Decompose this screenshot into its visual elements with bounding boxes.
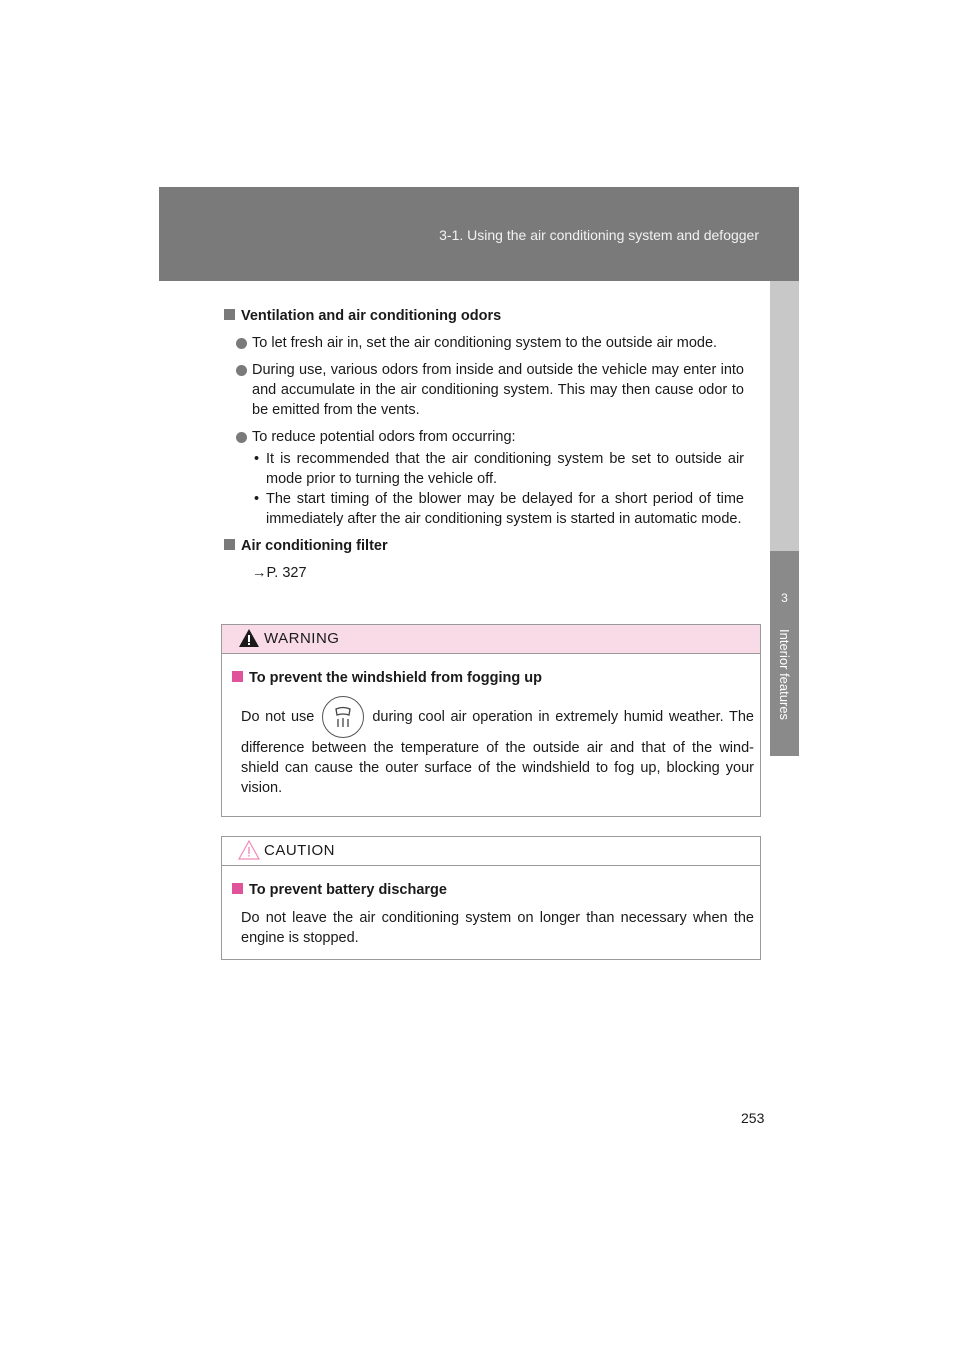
main-content bbox=[224, 306, 744, 583]
caution-header bbox=[222, 837, 760, 866]
caution-box bbox=[221, 836, 761, 960]
chapter-number: 3 bbox=[781, 591, 788, 605]
caution-label: CAUTION bbox=[264, 842, 335, 859]
list-item: During use, various odors from inside and outside the vehicle may enter into and accumulate in the air conditioning system. This may then cause odor to be emitted from the vents. bbox=[224, 360, 744, 420]
square-bullet-icon bbox=[224, 539, 235, 550]
side-tab-spacer bbox=[770, 281, 799, 551]
square-bullet-icon bbox=[232, 671, 243, 682]
square-bullet-icon bbox=[232, 883, 243, 894]
warning-title: To prevent the windshield from fogging up bbox=[232, 668, 754, 688]
bullet-icon bbox=[236, 338, 247, 349]
page-number: 253 bbox=[741, 1110, 765, 1126]
filter-heading: Air conditioning filter bbox=[224, 536, 744, 556]
warning-label: WARNING bbox=[264, 630, 340, 647]
caution-title: To prevent battery discharge bbox=[232, 880, 754, 900]
windshield-defogger-icon bbox=[322, 696, 364, 738]
square-bullet-icon bbox=[224, 309, 235, 320]
warning-text: Do not use during cool air operation in extremely humid weather. The difference between the temperature of the outside air and that of the wind-shield can cause the outer surface of the windshield to fog up, blocking your vision. bbox=[232, 696, 754, 798]
page-reference-link[interactable]: →P. 327 bbox=[252, 565, 307, 581]
list-item: To let fresh air in, set the air conditioning system to the outside air mode. bbox=[224, 333, 744, 353]
warning-triangle-icon bbox=[238, 628, 260, 648]
caution-text: Do not leave the air conditioning system on longer than necessary when the engine is stopped. bbox=[241, 910, 754, 946]
odors-heading: Ventilation and air conditioning odors bbox=[224, 306, 744, 326]
bullet-icon bbox=[236, 365, 247, 376]
warning-box bbox=[221, 624, 761, 817]
bullet-icon bbox=[236, 432, 247, 443]
sub-list-item: • It is recommended that the air conditioning system be set to outside air mode prior to turning the vehicle off. bbox=[254, 451, 744, 487]
sub-list-item: • The start timing of the blower may be delayed for a short period of time immediately after the air conditioning system is started in automatic mode. bbox=[254, 491, 744, 527]
caution-triangle-icon bbox=[238, 840, 260, 860]
warning-header bbox=[222, 625, 760, 654]
list-item: To reduce potential odors from occurring: bbox=[224, 427, 744, 447]
chapter-label: Interior features bbox=[777, 629, 792, 721]
chapter-tab[interactable] bbox=[770, 551, 799, 756]
section-header bbox=[159, 187, 799, 281]
section-title: 3-1. Using the air conditioning system and defogger bbox=[439, 227, 759, 243]
